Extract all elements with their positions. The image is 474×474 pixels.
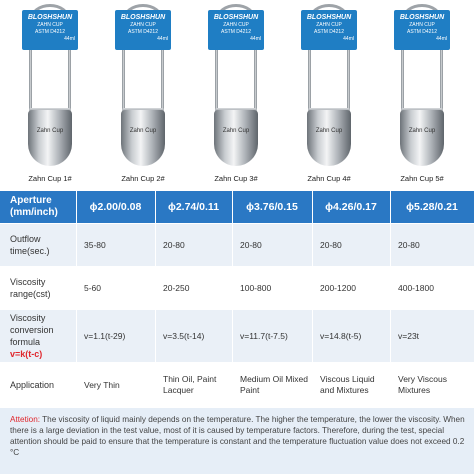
cup-engraving: Zahn Cup xyxy=(222,128,250,134)
volume-text: 44ml xyxy=(157,36,168,42)
standard-text: ASTM D4212 xyxy=(220,29,251,35)
cup-engraving: Zahn Cup xyxy=(36,128,64,134)
column-divider xyxy=(232,191,233,408)
model-text: ZAHN CUP xyxy=(316,22,342,28)
handle-rod xyxy=(401,50,404,110)
cup-body xyxy=(28,110,72,166)
header-cup-1: ϕ2.00/0.08 xyxy=(89,201,142,213)
volume-text: 44ml xyxy=(436,36,447,42)
table-cell: v=23t xyxy=(398,330,420,341)
cup-body xyxy=(307,110,351,166)
note-text: The viscosity of liquid mainly depends on the temperature. The higher the temperature, the lower the viscosity. When there is a large deviation in the test value, most of it is caused by temperature factors. Therefore, during the test, special attention should be paid to ensure that the temperature is constant and the temperature fluctuation value does not exceed 0.2 °C xyxy=(10,415,465,457)
model-text: ZAHN CUP xyxy=(130,22,156,28)
volume-text: 44ml xyxy=(250,36,261,42)
cup-caption: Zahn Cup 5# xyxy=(400,174,444,183)
standard-text: ASTM D4212 xyxy=(313,29,344,35)
table-cell: 5-60 xyxy=(84,282,102,293)
column-divider xyxy=(312,191,313,408)
zahn-cup-4 xyxy=(284,0,374,190)
column-divider xyxy=(155,191,156,408)
handle-rod xyxy=(308,50,311,110)
standard-text: ASTM D4212 xyxy=(34,29,65,35)
cup-label-tag xyxy=(394,10,450,50)
table-cell: 200-1200 xyxy=(320,282,356,293)
row-label: Application xyxy=(10,380,55,390)
table-cell: Very Thin xyxy=(84,379,120,390)
cup-caption: Zahn Cup 4# xyxy=(307,174,351,183)
table-header-row xyxy=(0,191,474,223)
table-cell: 20-80 xyxy=(398,239,420,250)
table-cell: v=14.8(t-5) xyxy=(320,330,362,341)
volume-text: 44ml xyxy=(64,36,75,42)
attention-note xyxy=(0,408,474,474)
model-text: ZAHN CUP xyxy=(37,22,63,28)
table-cell: 400-1800 xyxy=(398,282,434,293)
table-cell: 100-800 xyxy=(240,282,272,293)
handle-rod xyxy=(68,50,71,110)
handle-rod xyxy=(161,50,164,110)
table-cell: 35-80 xyxy=(84,239,106,250)
header-aperture: Aperture (mm/inch) xyxy=(10,195,58,218)
brand-text: BLOSHSHUN xyxy=(27,14,73,21)
row-label: Outflow time(sec.) xyxy=(10,234,50,256)
row-label: Viscosity range(cst) xyxy=(10,277,51,299)
zahn-cup-1 xyxy=(5,0,95,190)
model-text: ZAHN CUP xyxy=(409,22,435,28)
table-cell: Viscous Liquid and Mixtures xyxy=(320,374,375,395)
table-cell: v=1.1(t-29) xyxy=(84,330,126,341)
cup-caption: Zahn Cup 1# xyxy=(28,174,72,183)
table-cell: 20-80 xyxy=(320,239,342,250)
table-cell: 20-250 xyxy=(163,282,190,293)
row-label-formula xyxy=(0,310,76,362)
table-row-outflow xyxy=(0,224,474,266)
table-cell: Very Viscous Mixtures xyxy=(398,374,447,395)
handle-rod xyxy=(122,50,125,110)
cup-label-tag xyxy=(115,10,171,50)
table-row-application xyxy=(0,362,474,408)
brand-text: BLOSHSHUN xyxy=(399,14,445,21)
table-cell: 20-80 xyxy=(163,239,185,250)
column-divider xyxy=(76,191,77,408)
cup-engraving: Zahn Cup xyxy=(408,128,436,134)
cup-label-tag xyxy=(208,10,264,50)
zahn-cup-3 xyxy=(191,0,281,190)
handle-rod xyxy=(215,50,218,110)
cup-label-tag xyxy=(301,10,357,50)
cup-caption: Zahn Cup 2# xyxy=(121,174,165,183)
note-label: Attetion: xyxy=(10,415,41,424)
standard-text: ASTM D4212 xyxy=(406,29,437,35)
volume-text: 44ml xyxy=(343,36,354,42)
zahn-cup-2 xyxy=(98,0,188,190)
table-row-formula xyxy=(0,310,474,362)
handle-rod xyxy=(254,50,257,110)
table-cell: Medium Oil Mixed Paint xyxy=(240,374,309,395)
brand-text: BLOSHSHUN xyxy=(120,14,166,21)
table-cell: Thin Oil, Paint Lacquer xyxy=(163,374,217,395)
brand-text: BLOSHSHUN xyxy=(306,14,352,21)
table-row-viscosity-range xyxy=(0,266,474,310)
table-cell: 20-80 xyxy=(240,239,262,250)
handle-rod xyxy=(440,50,443,110)
cup-engraving: Zahn Cup xyxy=(129,128,157,134)
handle-rod xyxy=(29,50,32,110)
cup-label-tag xyxy=(22,10,78,50)
zahn-cup-5 xyxy=(377,0,467,190)
cup-engraving: Zahn Cup xyxy=(315,128,343,134)
cup-caption: Zahn Cup 3# xyxy=(214,174,258,183)
cup-body xyxy=(214,110,258,166)
formula-text: v=k(t-c) xyxy=(10,349,43,359)
header-cup-3: ϕ3.76/0.15 xyxy=(246,201,298,213)
standard-text: ASTM D4212 xyxy=(127,29,158,35)
model-text: ZAHN CUP xyxy=(223,22,249,28)
table-cell: v=3.5(t-14) xyxy=(163,330,205,341)
product-photo xyxy=(0,0,474,190)
row-label: Viscosity conversion formula xyxy=(10,313,54,347)
column-divider xyxy=(390,191,391,408)
cup-body xyxy=(121,110,165,166)
header-cup-4: ϕ4.26/0.17 xyxy=(325,201,377,213)
cup-body xyxy=(400,110,444,166)
header-cup-5: ϕ5.28/0.21 xyxy=(406,201,458,213)
table-cell: v=11.7(t-7.5) xyxy=(240,330,288,341)
handle-rod xyxy=(347,50,350,110)
header-cup-2: ϕ2.74/0.11 xyxy=(167,201,220,213)
brand-text: BLOSHSHUN xyxy=(213,14,259,21)
